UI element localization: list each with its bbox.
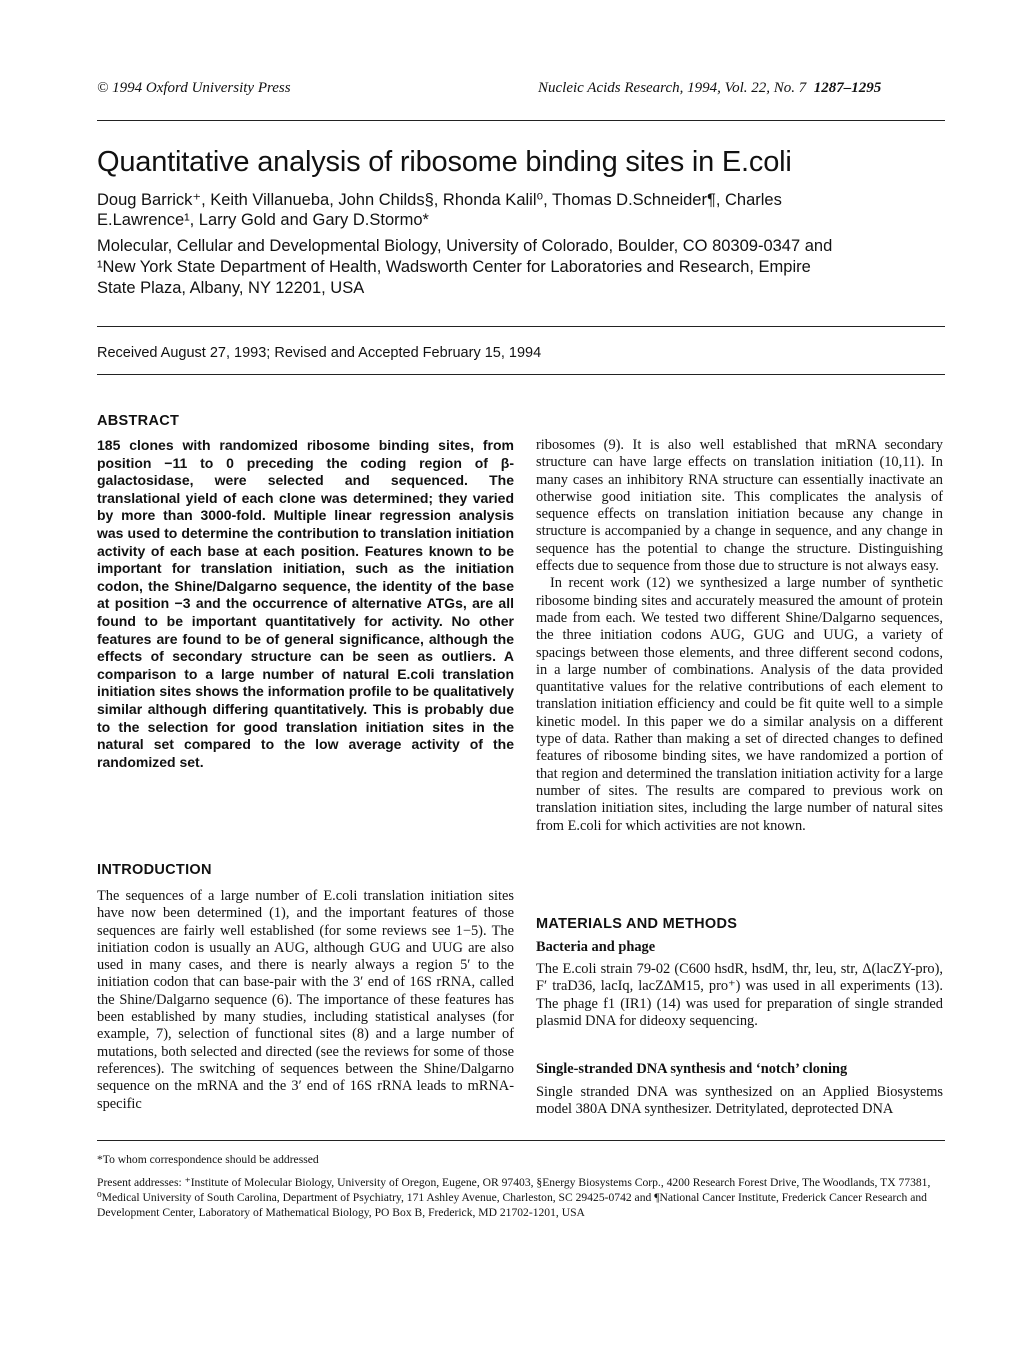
- paragraph: ribosomes (9). It is also well established that mRNA secondary structure can have large effects on translation initiation (10,11). In many cases an inhibitory RNA structure can essentially inactivate an otherwise good initiation site. This complicates the analysis of sequence effects on translation initiation because any change in structure is accompanied by a change in sequence, and any change in sequence has the potential to change the structure. Distinguishing effects due to sequence from those due to structure is not always easy.: [536, 437, 943, 575]
- author-list: [97, 190, 957, 230]
- author-line: Doug Barrick⁺, Keith Villanueba, John Childs§, Rhonda Kalil⁰, Thomas D.Schneider¶, Charles: [97, 191, 782, 209]
- abstract-text: 185 clones with randomized ribosome binding sites, from position −11 to 0 preceding the coding region of β-galactosidase, were selected and sequenced. The translational yield of each clone was determined; they varied by more than 3000-fold. Multiple linear regression analysis was used to determine the contribution to translation initiation activity of each base at each position. Features known to be important for translation initiation, such as the initiation codon, the Shine/Dalgarno sequence, the identity of the base at position −3 and the occurrence of alternative ATGs, are all found to be important quantitatively for activity. No other features are found to be of general significance, although the effects of secondary structure can be seen as outliers. A comparison to a large number of natural E.coli translation initiation sites shows the information profile to be qualitatively similar although differing quantitatively. This is probably due to the selection for good translation initiation sites in the natural set compared to the low average activity of the randomized set.: [97, 437, 514, 770]
- affiliation-line: Molecular, Cellular and Developmental Biology, University of Colorado, Boulder, CO 80309-0347 and: [97, 237, 833, 255]
- header-journal: Nucleic Acids Research, 1994, Vol. 22, No. 7: [538, 80, 807, 96]
- methods-subheading: Single-stranded DNA synthesis and ‘notch’ cloning: [536, 1061, 848, 1077]
- divider-rule: [97, 374, 945, 375]
- affiliation-line: State Plaza, Albany, NY 12201, USA: [97, 279, 365, 297]
- abstract-heading: ABSTRACT: [97, 413, 180, 429]
- divider-rule: [97, 326, 945, 327]
- paragraph: In recent work (12) we synthesized a large number of synthetic ribosome binding sites and accurately measured the amount of protein made from each. We tested two different Shine/Dalgarno sequences, the three initiation codons AUG, GUG and UUG, a variety of spacings between those elements, and three different second codons, in a large number of combinations. Analysis of the data provided quantitative values for the relative contributions of each element to translation initiation efficiency and could be fit quite well to a simple kinetic model. In this paper we do a similar analysis on a different type of data. Rather than making a set of directed changes to defined features of ribosome binding sites, we have randomized a portion of that region and determined the translation initiation activity for a large number of sites. The results are compared to previous work on translation initiation sites, including the large number of natural sites from E.coli for which activities are not known.: [536, 575, 943, 834]
- header-copyright: © 1994 Oxford University Press: [97, 80, 291, 96]
- paper-title: Quantitative analysis of ribosome binding sites in E.coli: [97, 146, 792, 178]
- affiliation: [97, 236, 957, 299]
- header-rule: [97, 120, 945, 121]
- header-citation: [538, 80, 958, 97]
- footnote-rule: [97, 1140, 945, 1141]
- methods-subheading: Bacteria and phage: [536, 939, 656, 955]
- methods-heading: MATERIALS AND METHODS: [536, 916, 738, 932]
- author-line: E.Lawrence¹, Larry Gold and Gary D.Stormo*: [97, 211, 429, 229]
- footnote-present-addresses: Present addresses: ⁺Institute of Molecular Biology, University of Oregon, Eugene, OR 97403, §Energy Biosystems Corp., 4200 Research Forest Drive, The Woodlands, TX 77381, ⁰Medical University of South Carolina, Department of Psychiatry, 171 Ashley Avenue, Charleston, SC 29425-0742 and ¶National Cancer Institute, Frederick Cancer Research and Development Center, Laboratory of Mathematical Biology, PO Box B, Frederick, MD 21702-1201, USA: [97, 1176, 931, 1219]
- footnote-corresponding: *To whom correspondence should be addressed: [97, 1153, 319, 1166]
- methods-paragraph: The E.coli strain 79-02 (C600 hsdR, hsdM, thr, leu, str, Δ(lacZY-pro), F′ traD36, lacIq, lacZΔM15, pro⁺) was used in all experiments (13). The phage f1 (IR1) (14) was used for preparation of single stranded plasmid DNA for dideoxy sequencing.: [536, 961, 943, 1029]
- paragraph: The sequences of a large number of E.coli translation initiation sites have now been determined (1), and the important features of those sequences are fairly well established (for some reviews see 1−5). The initiation codon is usually an AUG, although GUG and UUG are also used in many cases, and there is nearly always a region 5′ to the initiation codon that can base-pair with the 3′ end of 16S rRNA, called the Shine/Dalgarno sequence (6). The importance of these features has been established by many studies, including statistical analyses (for example, 7), selection of functional sites (8) and a large number of mutations, both selected and directed (see the reviews for some of those references). The switching of sequences between the Shine/Dalgarno sequence on the mRNA and the 3′ end of 16S rRNA leads to mRNA-specific: [97, 888, 514, 1112]
- introduction-body-right: [536, 437, 943, 835]
- affiliation-line: ¹New York State Department of Health, Wadsworth Center for Laboratories and Research, Empire: [97, 258, 811, 276]
- methods-paragraph: Single stranded DNA was synthesized on an Applied Biosystems model 380A DNA synthesizer. Detritylated, deprotected DNA: [536, 1084, 943, 1118]
- received-dates: Received August 27, 1993; Revised and Accepted February 15, 1994: [97, 345, 542, 361]
- introduction-body-left: [97, 888, 514, 1113]
- header-pages: 1287–1295: [813, 80, 882, 96]
- introduction-heading: INTRODUCTION: [97, 862, 212, 878]
